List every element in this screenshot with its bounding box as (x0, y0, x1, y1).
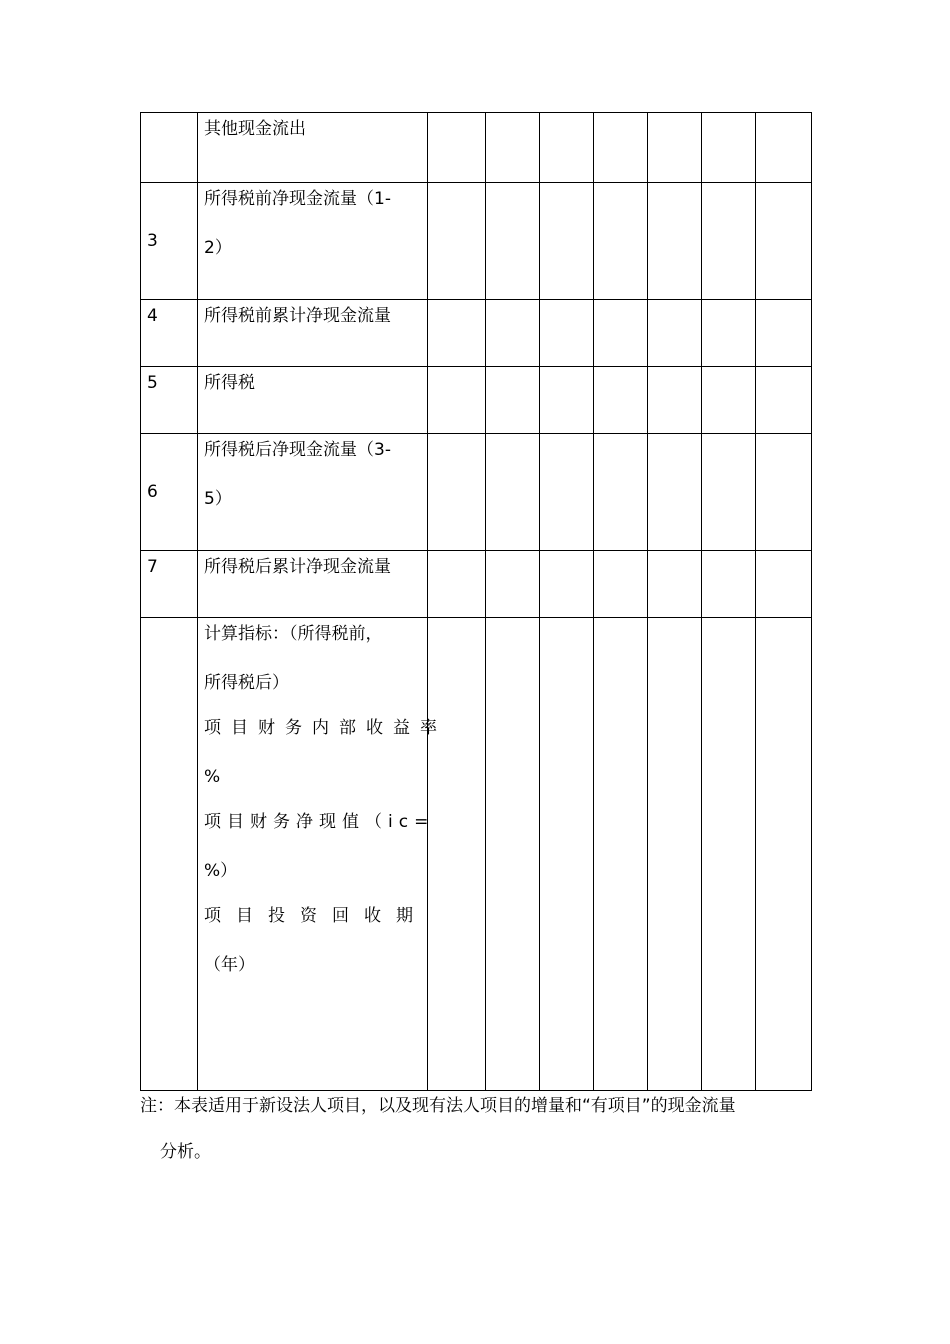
cash-flow-table (140, 112, 812, 1091)
value-cell (540, 183, 594, 300)
row-label (198, 183, 428, 300)
table-row (141, 367, 812, 434)
value-cell (756, 183, 812, 300)
row-label (198, 434, 428, 551)
value-cell (486, 300, 540, 367)
value-cell (486, 113, 540, 183)
value-cell (702, 618, 756, 1091)
row-number: 4 (141, 300, 198, 367)
value-cell (648, 183, 702, 300)
value-cell (594, 367, 648, 434)
row-label-line: 所得税 (204, 373, 255, 393)
row-number: 5 (141, 367, 198, 434)
value-cell (428, 113, 486, 183)
value-cell (702, 367, 756, 434)
row-label-line: 2） (204, 238, 232, 258)
value-cell (702, 183, 756, 300)
row-number (141, 618, 198, 1091)
value-cell (648, 300, 702, 367)
value-cell (486, 183, 540, 300)
payback-indicator (204, 904, 428, 978)
row-number: 7 (141, 551, 198, 618)
value-cell (428, 300, 486, 367)
row-label-line: 所得税后累计净现金流量 (204, 557, 391, 577)
value-cell (540, 113, 594, 183)
row-label-line: 5） (204, 489, 232, 509)
value-cell (702, 551, 756, 618)
note-line-2: 分析。 (160, 1142, 211, 1162)
table-note (140, 1094, 860, 1165)
value-cell (486, 367, 540, 434)
row-label-line: 其他现金流出 (204, 119, 306, 139)
value-cell (428, 183, 486, 300)
npv-indicator (204, 810, 435, 884)
table-row (141, 183, 812, 300)
value-cell (594, 618, 648, 1091)
irr-unit: % (204, 767, 221, 787)
row-label (198, 113, 428, 183)
payback-unit: （年） (204, 955, 255, 975)
indicators-heading-line: 计算指标：（所得税前， (204, 624, 383, 644)
value-cell (702, 434, 756, 551)
value-cell (648, 618, 702, 1091)
indicators-heading-line: 所得税后） (204, 673, 289, 693)
value-cell (594, 434, 648, 551)
value-cell (594, 113, 648, 183)
row-number: 6 (141, 434, 198, 551)
row-label-line: 所得税前净现金流量（1- (204, 189, 391, 209)
npv-unit: %） (204, 861, 238, 881)
value-cell (648, 367, 702, 434)
table-row (141, 300, 812, 367)
value-cell (540, 618, 594, 1091)
note-line-1: 注：本表适用于新设法人项目，以及现有法人项目的增量和“有项目”的现金流量 (140, 1096, 736, 1116)
value-cell (486, 434, 540, 551)
value-cell (428, 618, 486, 1091)
value-cell (540, 367, 594, 434)
value-cell (428, 434, 486, 551)
value-cell (540, 434, 594, 551)
value-cell (756, 551, 812, 618)
value-cell (594, 183, 648, 300)
value-cell (428, 367, 486, 434)
value-cell (756, 300, 812, 367)
indicators-heading (204, 622, 423, 696)
value-cell (594, 551, 648, 618)
table-row (141, 551, 812, 618)
value-cell (486, 551, 540, 618)
value-cell (428, 551, 486, 618)
table-row (141, 113, 812, 183)
payback-label: 项目投资回收期 (204, 906, 428, 926)
table-row-indicators (141, 618, 812, 1091)
npv-label: 项目财务净现值（ic= (204, 812, 435, 832)
value-cell (756, 113, 812, 183)
row-label-line: 所得税后净现金流量（3- (204, 440, 391, 460)
value-cell (540, 300, 594, 367)
value-cell (594, 300, 648, 367)
value-cell (756, 618, 812, 1091)
value-cell (756, 434, 812, 551)
value-cell (702, 300, 756, 367)
table-body (141, 113, 812, 1091)
value-cell (756, 367, 812, 434)
row-label-line: 所得税前累计净现金流量 (204, 306, 391, 326)
indicators-label (198, 618, 447, 1091)
row-label (198, 551, 428, 618)
row-label (198, 300, 428, 367)
row-number: 3 (141, 183, 198, 300)
irr-label: 项目财务内部收益率 (204, 718, 447, 738)
row-label (198, 367, 428, 434)
irr-indicator (204, 716, 447, 790)
value-cell (648, 551, 702, 618)
value-cell (648, 434, 702, 551)
value-cell (486, 618, 540, 1091)
table-row (141, 434, 812, 551)
value-cell (648, 113, 702, 183)
value-cell (702, 113, 756, 183)
row-number (141, 113, 198, 183)
value-cell (540, 551, 594, 618)
